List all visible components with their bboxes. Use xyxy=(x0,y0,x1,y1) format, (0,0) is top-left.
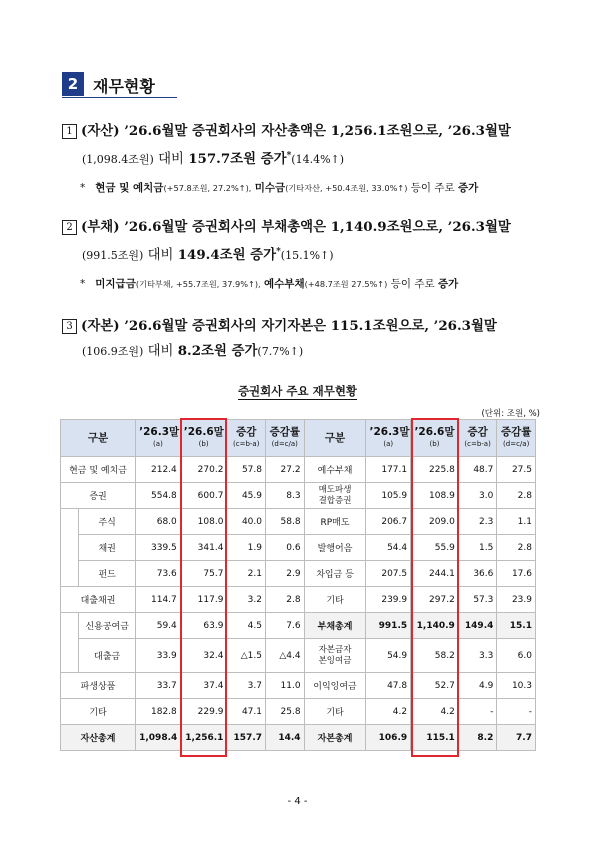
item-equity: 3 (자본) ’26.6월말 증권회사의 자기자본은 115.1조원으로, ’26.3월말 (106.9조원) 대비 8.2조원 증가(7.7%↑) xyxy=(62,314,552,364)
item-line1: (자본) ’26.6월말 증권회사의 자기자본은 115.1조원으로, ’26.3월말 xyxy=(81,318,497,334)
table-row: 펀드 73.6 75.7 2.1 2.9 차입금 등 207.5 244.1 36.6 17.6 xyxy=(61,561,536,587)
header-category: 구분 xyxy=(304,420,366,457)
header-a: ’26.3말 (a) xyxy=(136,420,181,457)
item-line1: (부채) ’26.6월말 증권회사의 부채총액은 1,140.9조원으로, ’26.3월말 xyxy=(81,219,511,235)
header-a: ’26.3말 (a) xyxy=(366,420,411,457)
item-marker: 1 xyxy=(62,124,77,139)
header-d: 증감률 (d=c/a) xyxy=(497,420,536,457)
item-line1: (자산) ’26.6월말 증권회사의 자산총액은 1,256.1조원으로, ’26.3월말 xyxy=(81,123,511,139)
item-assets-note: * 현금 및 예치금(+57.8조원, 27.2%↑), 미수금(기타자산, +50.4조원, 33.0%↑) 등이 주로 증가 xyxy=(80,182,479,194)
section-number: 2 xyxy=(62,72,84,96)
section-title: 재무현황 xyxy=(93,77,155,96)
page-number: - 4 - xyxy=(287,796,308,807)
table-row: 기타 182.8 229.9 47.1 25.8 기타 4.2 4.2 - - xyxy=(61,699,536,725)
header-category: 구분 xyxy=(61,420,136,457)
table-total-row: 자산총계 1,098.4 1,256.1 157.7 14.4 자본총계 106.9 115.1 8.2 7.7 xyxy=(61,725,536,751)
table-title: 증권회사 주요 재무현황 xyxy=(237,384,358,398)
header-d: 증감률 (d=c/a) xyxy=(266,420,305,457)
item-marker: 2 xyxy=(62,220,77,235)
table-row: 증권 554.8 600.7 45.9 8.3 매도파생결합증권 105.9 108.9 3.0 2.8 xyxy=(61,483,536,509)
header-b: ’26.6말 (b) xyxy=(180,420,227,457)
table-row: 파생상품 33.7 37.4 3.7 11.0 이익잉여금 47.8 52.7 4.9 10.3 xyxy=(61,673,536,699)
item-assets: 1 (자산) ’26.6월말 증권회사의 자산총액은 1,256.1조원으로, ’26.3월말 (1,098.4조원) 대비 157.7조원 증가*(14.4%↑) xyxy=(62,119,552,172)
table-row: 주식 68.0 108.0 40.0 58.8 RP매도 206.7 209.0 2.3 1.1 xyxy=(61,509,536,535)
table-header-row xyxy=(61,420,536,457)
table-row: 현금 및 예치금 212.4 270.2 57.8 27.2 예수부채 177.1 225.8 48.7 27.5 xyxy=(61,457,536,483)
section-header xyxy=(62,72,177,98)
table-row: 신용공여금 59.4 63.9 4.5 7.6 부채총계 991.5 1,140.9 149.4 15.1 xyxy=(61,613,536,639)
table-unit: (단위: 조원, %) xyxy=(481,409,540,419)
item-liabilities: 2 (부채) ’26.6월말 증권회사의 부채총액은 1,140.9조원으로, ’26.3월말 (991.5조원) 대비 149.4조원 증가*(15.1%↑) xyxy=(62,215,552,268)
header-b: ’26.6말 (b) xyxy=(411,420,459,457)
table-row: 대출채권 114.7 117.9 3.2 2.8 기타 239.9 297.2 57.3 23.9 xyxy=(61,587,536,613)
financial-table xyxy=(60,419,536,751)
table-row: 채권 339.5 341.4 1.9 0.6 발행어음 54.4 55.9 1.5 2.8 xyxy=(61,535,536,561)
header-c: 증감 (c=b-a) xyxy=(227,420,266,457)
header-c: 증감 (c=b-a) xyxy=(458,420,497,457)
table-row: 대출금 33.9 32.4 △1.5 △4.4 자본금자본잉여금 54.9 58.2 3.3 6.0 xyxy=(61,639,536,673)
item-liabilities-note: * 미지급금(기타부채, +55.7조원, 37.9%↑), 예수부채(+48.7조원 27.5%↑) 등이 주로 증가 xyxy=(80,278,459,290)
section-underline xyxy=(62,97,177,98)
item-marker: 3 xyxy=(62,319,77,334)
